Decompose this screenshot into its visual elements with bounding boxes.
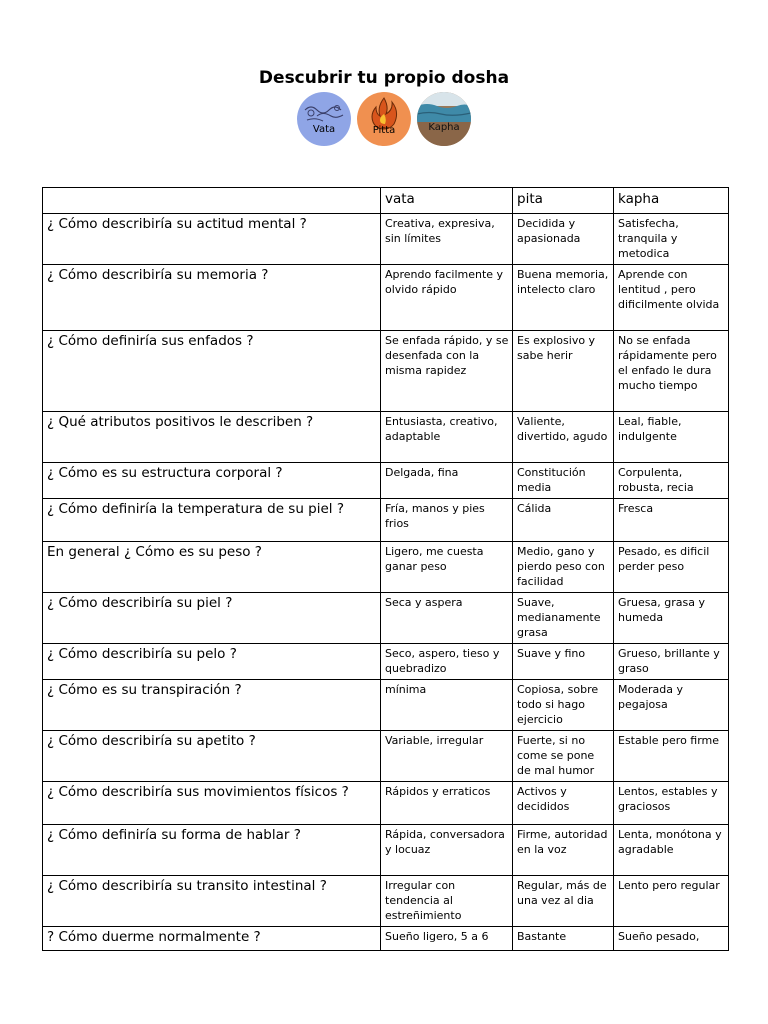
table-row [43, 499, 729, 542]
answer-cell: Es explosivo y sabe herir [513, 331, 614, 412]
kapha-badge [417, 92, 471, 146]
answer-cell: Decidida y apasionada [513, 214, 614, 265]
question-cell: ¿ Cómo describiría sus movimientos físicos ? [43, 782, 381, 825]
answer-cell: No se enfada rápidamente pero el enfado le dura mucho tiempo [614, 331, 729, 412]
answer-cell: Sueño ligero, 5 a 6 [381, 927, 513, 951]
table-row [43, 214, 729, 265]
question-cell: ¿ Cómo describiría su pelo ? [43, 644, 381, 680]
answer-cell: Creativa, expresiva, sin límites [381, 214, 513, 265]
badge-label: Kapha [428, 122, 460, 133]
question-cell: ¿ Cómo describiría su apetito ? [43, 731, 381, 782]
table-row [43, 680, 729, 731]
header-cell: pita [513, 188, 614, 214]
answer-cell: Grueso, brillante y graso [614, 644, 729, 680]
question-cell: ¿ Cómo es su estructura corporal ? [43, 463, 381, 499]
answer-cell: Cálida [513, 499, 614, 542]
pitta-badge [357, 92, 411, 146]
badge-label: Vata [312, 124, 336, 135]
answer-cell: Buena memoria, intelecto claro [513, 265, 614, 331]
answer-cell: Gruesa, grasa y humeda [614, 593, 729, 644]
answer-cell: Pesado, es dificil perder peso [614, 542, 729, 593]
question-cell: ¿ Cómo describiría su piel ? [43, 593, 381, 644]
answer-cell: Estable pero firme [614, 731, 729, 782]
question-cell: ¿ Cómo describiría su transito intestinal ? [43, 876, 381, 927]
answer-cell: Delgada, fina [381, 463, 513, 499]
answer-cell: mínima [381, 680, 513, 731]
dosha-table [42, 187, 729, 951]
answer-cell: Firme, autoridad en la voz [513, 825, 614, 876]
answer-cell: Copiosa, sobre todo si hago ejercicio [513, 680, 614, 731]
question-cell: ¿ Cómo es su transpiración ? [43, 680, 381, 731]
answer-cell: Lento pero regular [614, 876, 729, 927]
table-row [43, 782, 729, 825]
answer-cell: Sueño pesado, [614, 927, 729, 951]
dosha-badges [297, 92, 477, 148]
table-row [43, 731, 729, 782]
answer-cell: Aprende con lentitud , pero dificilmente olvida [614, 265, 729, 331]
answer-cell: Lentos, estables y graciosos [614, 782, 729, 825]
table-row [43, 542, 729, 593]
answer-cell: Seca y aspera [381, 593, 513, 644]
wind-swirl-icon [297, 92, 351, 146]
answer-cell: Rápida, conversadora y locuaz [381, 825, 513, 876]
answer-cell: Lenta, monótona y agradable [614, 825, 729, 876]
page-title: Descubrir tu propio dosha [258, 68, 510, 88]
answer-cell: Activos y decididos [513, 782, 614, 825]
header-cell [43, 188, 381, 214]
answer-cell: Bastante [513, 927, 614, 951]
water-earth-icon [417, 92, 471, 146]
vata-badge [297, 92, 351, 146]
answer-cell: Valiente, divertido, agudo [513, 412, 614, 463]
table-row [43, 331, 729, 412]
answer-cell: Entusiasta, creativo, adaptable [381, 412, 513, 463]
header-cell: kapha [614, 188, 729, 214]
table-row [43, 876, 729, 927]
table-row [43, 825, 729, 876]
flame-icon [357, 92, 411, 146]
table-row [43, 463, 729, 499]
question-cell: ¿ Cómo definiría su forma de hablar ? [43, 825, 381, 876]
question-cell: ¿ Cómo definiría sus enfados ? [43, 331, 381, 412]
answer-cell: Irregular con tendencia al estreñimiento [381, 876, 513, 927]
answer-cell: Leal, fiable, indulgente [614, 412, 729, 463]
answer-cell: Se enfada rápido, y se desenfada con la misma rapidez [381, 331, 513, 412]
question-cell: ¿ Cómo describiría su memoria ? [43, 265, 381, 331]
answer-cell: Suave y fino [513, 644, 614, 680]
answer-cell: Suave, medianamente grasa [513, 593, 614, 644]
badge-label: Pitta [372, 125, 396, 136]
table-row [43, 593, 729, 644]
table-row [43, 927, 729, 951]
answer-cell: Moderada y pegajosa [614, 680, 729, 731]
answer-cell: Rápidos y erraticos [381, 782, 513, 825]
header-cell: vata [381, 188, 513, 214]
question-cell: ¿ Cómo describiría su actitud mental ? [43, 214, 381, 265]
answer-cell: Corpulenta, robusta, recia [614, 463, 729, 499]
table-header-row [43, 188, 729, 214]
answer-cell: Medio, gano y pierdo peso con facilidad [513, 542, 614, 593]
answer-cell: Satisfecha, tranquila y metodica [614, 214, 729, 265]
question-cell: ? Cómo duerme normalmente ? [43, 927, 381, 951]
question-cell: ¿ Qué atributos positivos le describen ? [43, 412, 381, 463]
answer-cell: Seco, aspero, tieso y quebradizo [381, 644, 513, 680]
answer-cell: Fresca [614, 499, 729, 542]
table-row [43, 644, 729, 680]
table-row [43, 412, 729, 463]
answer-cell: Fuerte, si no come se pone de mal humor [513, 731, 614, 782]
table-row [43, 265, 729, 331]
question-cell: ¿ Cómo definiría la temperatura de su piel ? [43, 499, 381, 542]
answer-cell: Regular, más de una vez al dia [513, 876, 614, 927]
answer-cell: Variable, irregular [381, 731, 513, 782]
answer-cell: Ligero, me cuesta ganar peso [381, 542, 513, 593]
answer-cell: Fría, manos y pies frios [381, 499, 513, 542]
question-cell: En general ¿ Cómo es su peso ? [43, 542, 381, 593]
answer-cell: Constitución media [513, 463, 614, 499]
answer-cell: Aprendo facilmente y olvido rápido [381, 265, 513, 331]
